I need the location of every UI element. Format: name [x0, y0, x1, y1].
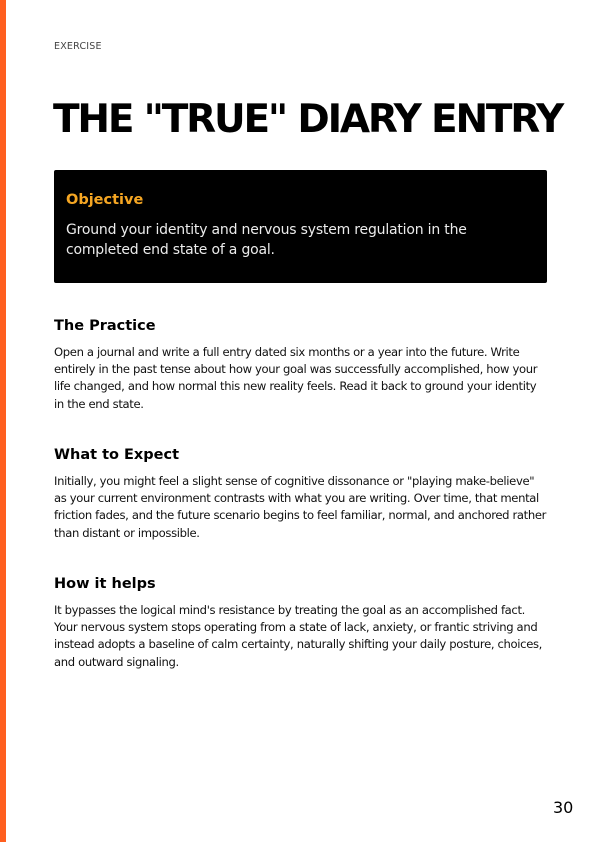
- practice-section: [54, 317, 549, 413]
- objective-heading: Objective: [66, 192, 144, 208]
- practice-heading: The Practice: [54, 318, 156, 334]
- objective-text: Ground your identity and nervous system regulation in the completed end state of a goal.: [66, 222, 467, 258]
- helps-body: It bypasses the logical mind's resistance by treating the goal as an accomplished fact. Your nervous system stops operating from a state of lack, anxiety, or frantic striving and instead adopts a baseline of calm certainty, naturally shifting your daily posture, choices, and outward signaling.: [54, 603, 543, 669]
- page-title: THE "TRUE" DIARY ENTRY: [53, 97, 563, 142]
- accent-bar: [0, 0, 6, 842]
- helps-section: [54, 575, 549, 671]
- expect-heading: What to Expect: [54, 447, 180, 463]
- page-number: 30: [553, 798, 574, 817]
- expect-body: Initially, you might feel a slight sense of cognitive dissonance or "playing make-believe" as your current environment contrasts with what you are writing. Over time, that mental friction fades, and the future scenario begins to feel familiar, normal, and anchored rather than distant or impossible.: [54, 474, 547, 540]
- section-label: EXERCISE: [54, 41, 102, 52]
- expect-section: [54, 446, 549, 542]
- helps-heading: How it helps: [54, 576, 156, 592]
- objective-box: [54, 170, 547, 283]
- practice-body: Open a journal and write a full entry dated six months or a year into the future. Write entirely in the past tense about how your goal was successfully accomplished, how your life changed, and how normal this new reality feels. Read it back to ground your identity in the end state.: [54, 345, 538, 411]
